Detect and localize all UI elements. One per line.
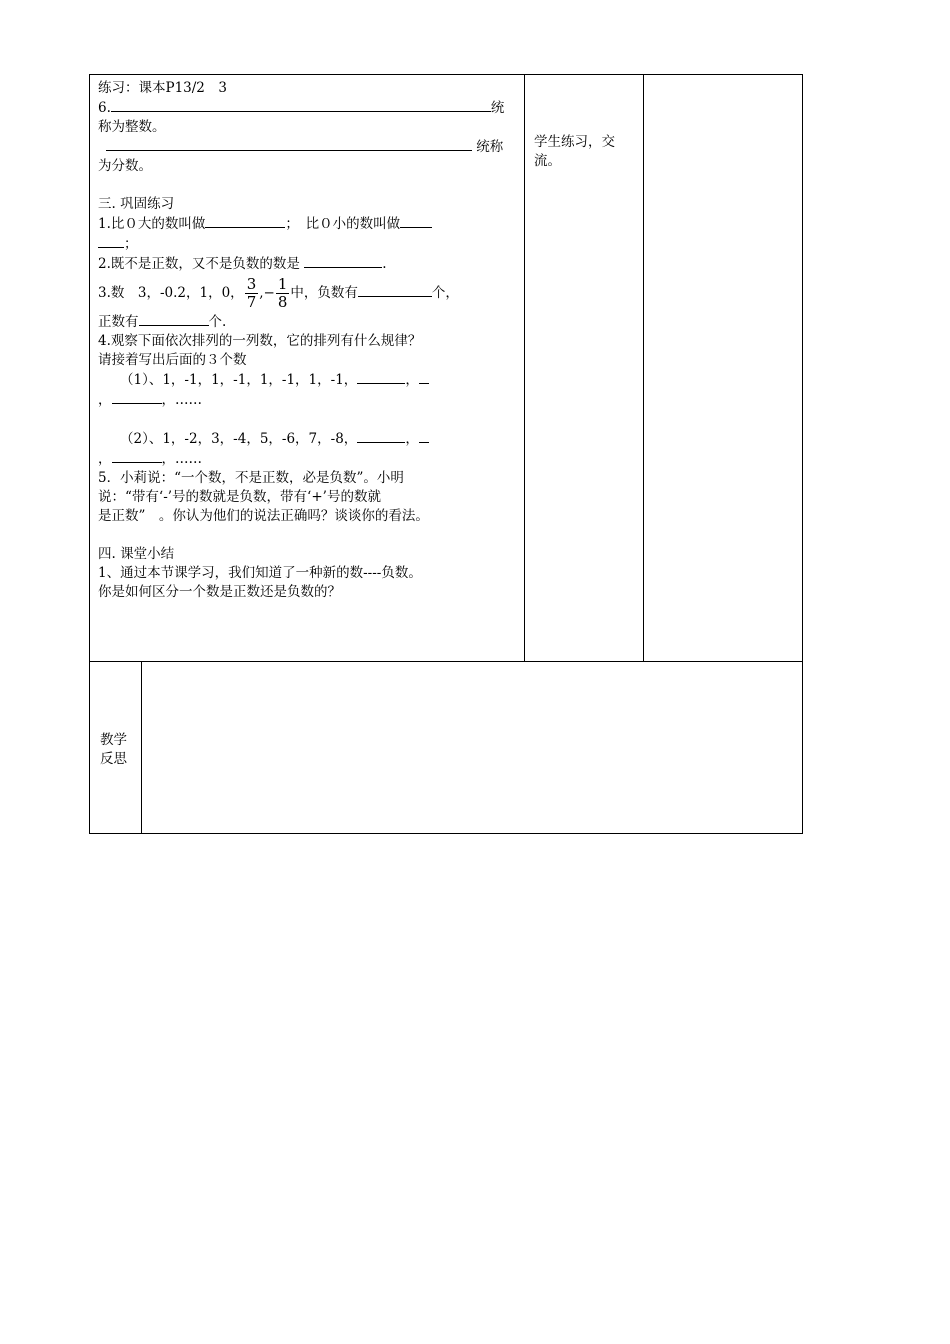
blank: [112, 449, 162, 463]
q4-instruction: 请接着写出后面的３个数: [98, 352, 247, 368]
blank: [357, 429, 405, 443]
blank: [304, 254, 382, 268]
blank: [106, 137, 472, 151]
sequence-2-end: ， ，……: [98, 451, 202, 467]
q6-line: 6. 统: [98, 100, 505, 116]
blank: [139, 312, 209, 326]
section-4-heading: 四. 课堂小结: [98, 546, 175, 562]
lesson-table: [89, 74, 803, 834]
blank: [419, 370, 429, 384]
q5-line-3: 是正数” 。你认为他们的说法正确吗？谈谈你的看法。: [98, 508, 429, 524]
sequence-2: （2）、1，-2，3，-4，5，-6，7，-8， ，: [98, 429, 518, 449]
fraction-1-8: $\frac{1}{8}$: [277, 275, 288, 311]
fraction-line: 统称: [98, 137, 518, 157]
blank: [400, 214, 432, 228]
blank: [112, 390, 162, 404]
summary-line-1: 1、通过本节课学习，我们知道了一种新的数----负数。: [98, 565, 422, 581]
q2-line: 2.既不是正数，又不是负数的数是 .: [98, 256, 387, 272]
blank: [98, 234, 124, 248]
reflection-line-1: 教学: [100, 732, 127, 748]
blank: [358, 283, 432, 297]
blank: [357, 370, 405, 384]
sequence-1-end: ， ，……: [98, 392, 202, 408]
q5-line-1: 5．小莉说：“一个数，不是正数，必是负数”。小明: [98, 470, 404, 486]
reflection-divider: [141, 661, 142, 833]
blank: [419, 429, 429, 443]
summary-line-2: 你是如何区分一个数是正数还是负数的？: [98, 584, 341, 600]
q4-line: 4.观察下面依次排列的一列数，它的排列有什么规律？: [98, 333, 422, 349]
fraction-3-7: $\frac{3}{7}$: [246, 275, 257, 311]
section-3-heading: 三. 巩固练习: [98, 196, 175, 212]
q1-line: 1.比０大的数叫做 ； 比０小的数叫做: [98, 214, 518, 234]
q3-line: 3.数 3，-0.2，1，0， $\frac{3}{7}$ ,− $\frac{1}{8}$ 中，负数有 个，: [98, 275, 459, 311]
sequence-1: （1）、1，-1，1，-1，1，-1，1，-1， ，: [98, 370, 518, 390]
practice-line: 练习：课本P13/2 3: [98, 80, 227, 96]
column-divider-2: [643, 75, 644, 661]
column-divider-1: [524, 75, 525, 661]
q5-line-2: 说：“带有‘-’号的数就是负数，带有‘+’号的数就: [98, 489, 381, 505]
reflection-line-2: 反思: [100, 751, 127, 767]
fraction-line-end: 为分数。: [98, 158, 152, 174]
blank: [111, 98, 491, 112]
student-activity: [534, 133, 615, 171]
q3-line-end: 正数有 个.: [98, 314, 227, 330]
activity-line-1: 学生练习，交: [534, 134, 615, 150]
exercise-content: [98, 79, 518, 602]
q1-line-end: ；: [98, 234, 518, 254]
row-divider: [90, 661, 802, 662]
teaching-reflection-label: [100, 731, 127, 769]
integer-line: 称为整数。: [98, 119, 166, 135]
blank: [205, 214, 285, 228]
activity-line-2: 流。: [534, 153, 561, 169]
